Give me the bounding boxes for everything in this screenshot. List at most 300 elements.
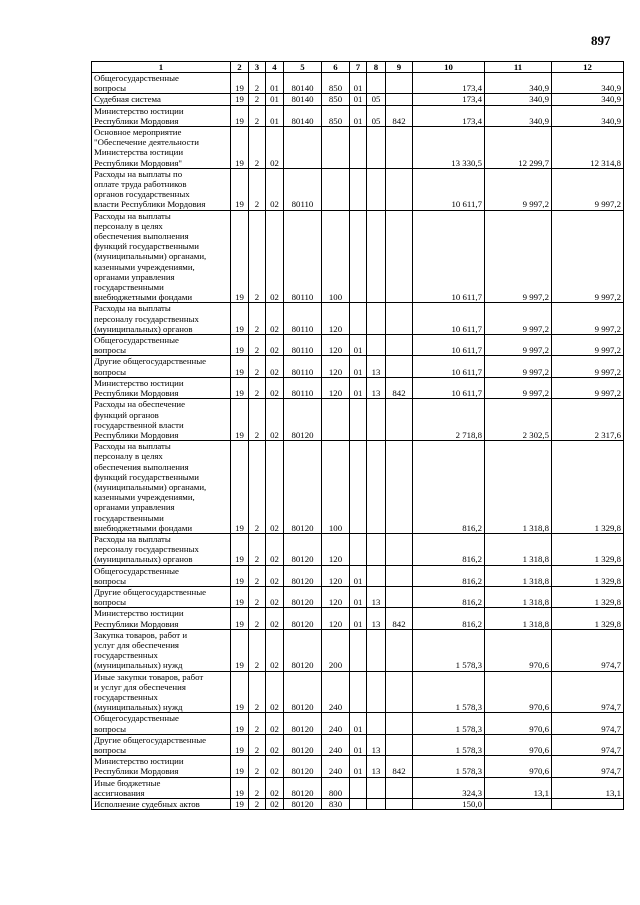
code-cell-7 <box>350 533 367 565</box>
code-cell-8 <box>367 335 386 356</box>
code-cell-9 <box>386 303 413 335</box>
table-row <box>92 303 624 335</box>
code-cell-2: 19 <box>231 441 249 534</box>
amount-cell-10: 173,4 <box>413 94 485 105</box>
table-row <box>92 565 624 586</box>
code-cell-8: 13 <box>367 586 386 607</box>
amount-cell-11: 9 997,2 <box>485 377 552 398</box>
code-cell-8 <box>367 73 386 94</box>
code-cell-9 <box>386 168 413 210</box>
code-cell-8: 13 <box>367 356 386 377</box>
amount-cell-12: 340,9 <box>552 73 624 94</box>
table-row <box>92 335 624 356</box>
amount-cell-10: 2 718,8 <box>413 399 485 441</box>
amount-cell-11: 9 997,2 <box>485 210 552 303</box>
code-cell-2: 19 <box>231 303 249 335</box>
row-name-cell: Расходы на выплаты персоналу в целях обеспечения выполнения функций государственными (муниципальными) органами, казенными учреждениями, органами управления государственными внебюджетными фондами <box>92 210 231 303</box>
code-cell-3: 2 <box>249 629 266 671</box>
amount-cell-10: 816,2 <box>413 533 485 565</box>
code-cell-5: 80110 <box>284 335 322 356</box>
amount-cell-12: 9 997,2 <box>552 377 624 398</box>
code-cell-2: 19 <box>231 356 249 377</box>
code-cell-6 <box>322 127 350 169</box>
code-cell-2: 19 <box>231 168 249 210</box>
amount-cell-12: 13,1 <box>552 777 624 798</box>
code-cell-5 <box>284 127 322 169</box>
code-cell-3: 2 <box>249 335 266 356</box>
code-cell-2: 19 <box>231 734 249 755</box>
code-cell-5: 80110 <box>284 356 322 377</box>
code-cell-8: 05 <box>367 105 386 126</box>
amount-cell-10: 13 330,5 <box>413 127 485 169</box>
code-cell-6: 850 <box>322 105 350 126</box>
amount-cell-11: 340,9 <box>485 105 552 126</box>
amount-cell-12: 340,9 <box>552 105 624 126</box>
code-cell-8 <box>367 168 386 210</box>
code-cell-3: 2 <box>249 168 266 210</box>
amount-cell-10: 10 611,7 <box>413 303 485 335</box>
amount-cell-10: 173,4 <box>413 73 485 94</box>
column-header-11: 11 <box>485 62 552 73</box>
amount-cell-11: 9 997,2 <box>485 303 552 335</box>
code-cell-6: 120 <box>322 586 350 607</box>
amount-cell-12: 9 997,2 <box>552 168 624 210</box>
code-cell-4: 02 <box>266 168 284 210</box>
code-cell-6: 120 <box>322 303 350 335</box>
code-cell-8 <box>367 777 386 798</box>
column-header-2: 2 <box>231 62 249 73</box>
code-cell-3: 2 <box>249 441 266 534</box>
code-cell-5: 80120 <box>284 399 322 441</box>
amount-cell-10: 324,3 <box>413 777 485 798</box>
code-cell-6: 120 <box>322 356 350 377</box>
code-cell-2: 19 <box>231 105 249 126</box>
table-row <box>92 377 624 398</box>
row-name-cell: Расходы на обеспечение функций органов государственной власти Республики Мордовия <box>92 399 231 441</box>
amount-cell-12: 1 329,8 <box>552 608 624 629</box>
column-header-5: 5 <box>284 62 322 73</box>
row-name-cell: Министерство юстиции Республики Мордовия <box>92 756 231 777</box>
code-cell-4: 02 <box>266 608 284 629</box>
amount-cell-11: 1 318,8 <box>485 586 552 607</box>
table-row <box>92 533 624 565</box>
amount-cell-10: 10 611,7 <box>413 335 485 356</box>
code-cell-6: 850 <box>322 94 350 105</box>
amount-cell-10: 816,2 <box>413 441 485 534</box>
code-cell-7: 01 <box>350 105 367 126</box>
code-cell-6: 100 <box>322 441 350 534</box>
code-cell-3: 2 <box>249 73 266 94</box>
code-cell-2: 19 <box>231 73 249 94</box>
code-cell-8: 13 <box>367 608 386 629</box>
code-cell-4: 02 <box>266 210 284 303</box>
code-cell-8 <box>367 629 386 671</box>
amount-cell-12: 974,7 <box>552 734 624 755</box>
table-row <box>92 713 624 734</box>
code-cell-7 <box>350 629 367 671</box>
code-cell-6 <box>322 399 350 441</box>
row-name-cell: Закупка товаров, работ и услуг для обеспечения государственных (муниципальных) нужд <box>92 629 231 671</box>
code-cell-7: 01 <box>350 94 367 105</box>
code-cell-6: 120 <box>322 565 350 586</box>
amount-cell-12: 340,9 <box>552 94 624 105</box>
amount-cell-11: 1 318,8 <box>485 533 552 565</box>
code-cell-3: 2 <box>249 756 266 777</box>
code-cell-2: 19 <box>231 565 249 586</box>
code-cell-7 <box>350 799 367 810</box>
code-cell-4: 02 <box>266 127 284 169</box>
row-name-cell: Расходы на выплаты персоналу в целях обеспечения выполнения функций государственными (муниципальными) органами, казенными учреждениями, органами управления государственными внебюджетными фондами <box>92 441 231 534</box>
code-cell-8: 13 <box>367 734 386 755</box>
row-name-cell: Общегосударственные вопросы <box>92 335 231 356</box>
code-cell-9 <box>386 629 413 671</box>
amount-cell-12: 974,7 <box>552 713 624 734</box>
budget-table <box>91 61 624 810</box>
code-cell-8 <box>367 399 386 441</box>
table-row <box>92 399 624 441</box>
code-cell-4: 02 <box>266 756 284 777</box>
code-cell-3: 2 <box>249 799 266 810</box>
column-header-3: 3 <box>249 62 266 73</box>
amount-cell-12: 974,7 <box>552 671 624 713</box>
row-name-cell: Другие общегосударственные вопросы <box>92 586 231 607</box>
row-name-cell: Основное мероприятие "Обеспечение деятельности Министерства юстиции Республики Мордовия" <box>92 127 231 169</box>
code-cell-6: 800 <box>322 777 350 798</box>
amount-cell-11: 1 318,8 <box>485 441 552 534</box>
amount-cell-12: 974,7 <box>552 756 624 777</box>
code-cell-3: 2 <box>249 127 266 169</box>
table-row <box>92 168 624 210</box>
header-row <box>92 62 624 73</box>
row-name-cell: Расходы на выплаты персоналу государственных (муниципальных) органов <box>92 303 231 335</box>
code-cell-9 <box>386 399 413 441</box>
code-cell-9: 842 <box>386 756 413 777</box>
code-cell-4: 02 <box>266 565 284 586</box>
code-cell-9 <box>386 94 413 105</box>
code-cell-5: 80120 <box>284 734 322 755</box>
code-cell-5: 80120 <box>284 586 322 607</box>
amount-cell-12: 1 329,8 <box>552 586 624 607</box>
code-cell-3: 2 <box>249 713 266 734</box>
code-cell-5: 80120 <box>284 671 322 713</box>
amount-cell-12: 2 317,6 <box>552 399 624 441</box>
table-row <box>92 608 624 629</box>
code-cell-7 <box>350 399 367 441</box>
row-name-cell: Другие общегосударственные вопросы <box>92 356 231 377</box>
code-cell-4: 02 <box>266 586 284 607</box>
amount-cell-12: 1 329,8 <box>552 441 624 534</box>
column-header-9: 9 <box>386 62 413 73</box>
code-cell-4: 02 <box>266 356 284 377</box>
amount-cell-10: 10 611,7 <box>413 356 485 377</box>
code-cell-5: 80140 <box>284 94 322 105</box>
code-cell-3: 2 <box>249 777 266 798</box>
code-cell-4: 01 <box>266 94 284 105</box>
code-cell-5: 80120 <box>284 441 322 534</box>
code-cell-2: 19 <box>231 127 249 169</box>
code-cell-2: 19 <box>231 533 249 565</box>
code-cell-9 <box>386 734 413 755</box>
code-cell-4: 02 <box>266 671 284 713</box>
table-body <box>92 73 624 810</box>
code-cell-8 <box>367 671 386 713</box>
table-row <box>92 210 624 303</box>
code-cell-4: 02 <box>266 399 284 441</box>
table-row <box>92 799 624 810</box>
code-cell-9 <box>386 335 413 356</box>
code-cell-5: 80120 <box>284 777 322 798</box>
code-cell-3: 2 <box>249 734 266 755</box>
code-cell-9 <box>386 127 413 169</box>
amount-cell-11 <box>485 799 552 810</box>
code-cell-8: 13 <box>367 756 386 777</box>
amount-cell-10: 10 611,7 <box>413 210 485 303</box>
code-cell-8 <box>367 565 386 586</box>
code-cell-2: 19 <box>231 756 249 777</box>
code-cell-9 <box>386 799 413 810</box>
code-cell-3: 2 <box>249 671 266 713</box>
code-cell-7: 01 <box>350 734 367 755</box>
code-cell-6: 850 <box>322 73 350 94</box>
code-cell-5: 80110 <box>284 168 322 210</box>
amount-cell-12: 9 997,2 <box>552 335 624 356</box>
code-cell-7: 01 <box>350 335 367 356</box>
table-row <box>92 734 624 755</box>
code-cell-2: 19 <box>231 586 249 607</box>
code-cell-7 <box>350 210 367 303</box>
amount-cell-12: 1 329,8 <box>552 565 624 586</box>
table-row <box>92 629 624 671</box>
code-cell-6: 120 <box>322 377 350 398</box>
code-cell-5: 80140 <box>284 105 322 126</box>
code-cell-4: 01 <box>266 73 284 94</box>
code-cell-9: 842 <box>386 105 413 126</box>
code-cell-3: 2 <box>249 94 266 105</box>
amount-cell-12: 9 997,2 <box>552 356 624 377</box>
code-cell-6: 120 <box>322 608 350 629</box>
code-cell-9 <box>386 356 413 377</box>
amount-cell-10: 1 578,3 <box>413 713 485 734</box>
code-cell-2: 19 <box>231 210 249 303</box>
amount-cell-10: 173,4 <box>413 105 485 126</box>
code-cell-9: 842 <box>386 608 413 629</box>
code-cell-5: 80120 <box>284 565 322 586</box>
table-row <box>92 586 624 607</box>
code-cell-6: 120 <box>322 335 350 356</box>
row-name-cell: Расходы на выплаты по оплате труда работников органов государственных власти Республики Мордовия <box>92 168 231 210</box>
table-row <box>92 671 624 713</box>
code-cell-9 <box>386 441 413 534</box>
code-cell-6: 200 <box>322 629 350 671</box>
code-cell-3: 2 <box>249 377 266 398</box>
code-cell-7 <box>350 441 367 534</box>
code-cell-3: 2 <box>249 210 266 303</box>
code-cell-6: 240 <box>322 671 350 713</box>
code-cell-9 <box>386 565 413 586</box>
table-row <box>92 94 624 105</box>
amount-cell-10: 1 578,3 <box>413 629 485 671</box>
code-cell-8 <box>367 799 386 810</box>
code-cell-2: 19 <box>231 629 249 671</box>
code-cell-4: 02 <box>266 335 284 356</box>
code-cell-6: 830 <box>322 799 350 810</box>
amount-cell-10: 10 611,7 <box>413 377 485 398</box>
code-cell-3: 2 <box>249 105 266 126</box>
code-cell-6 <box>322 168 350 210</box>
code-cell-5: 80120 <box>284 713 322 734</box>
code-cell-4: 02 <box>266 734 284 755</box>
code-cell-7: 01 <box>350 586 367 607</box>
amount-cell-12: 12 314,8 <box>552 127 624 169</box>
code-cell-7: 01 <box>350 608 367 629</box>
code-cell-7: 01 <box>350 73 367 94</box>
code-cell-7 <box>350 168 367 210</box>
code-cell-2: 19 <box>231 671 249 713</box>
amount-cell-12: 1 329,8 <box>552 533 624 565</box>
code-cell-3: 2 <box>249 303 266 335</box>
code-cell-8 <box>367 441 386 534</box>
amount-cell-10: 816,2 <box>413 608 485 629</box>
table-row <box>92 777 624 798</box>
table-row <box>92 127 624 169</box>
amount-cell-10: 10 611,7 <box>413 168 485 210</box>
row-name-cell: Общегосударственные вопросы <box>92 73 231 94</box>
code-cell-4: 02 <box>266 377 284 398</box>
code-cell-2: 19 <box>231 777 249 798</box>
amount-cell-11: 970,6 <box>485 629 552 671</box>
table-row <box>92 356 624 377</box>
column-header-7: 7 <box>350 62 367 73</box>
amount-cell-11: 340,9 <box>485 94 552 105</box>
table-row <box>92 105 624 126</box>
page-number: 897 <box>591 33 611 48</box>
code-cell-6: 120 <box>322 533 350 565</box>
code-cell-8 <box>367 210 386 303</box>
amount-cell-10: 1 578,3 <box>413 671 485 713</box>
code-cell-5: 80120 <box>284 756 322 777</box>
column-header-4: 4 <box>266 62 284 73</box>
table-header <box>92 62 624 73</box>
amount-cell-11: 1 318,8 <box>485 608 552 629</box>
code-cell-8 <box>367 127 386 169</box>
code-cell-4: 02 <box>266 533 284 565</box>
code-cell-7 <box>350 777 367 798</box>
code-cell-8: 05 <box>367 94 386 105</box>
code-cell-3: 2 <box>249 608 266 629</box>
code-cell-7: 01 <box>350 356 367 377</box>
code-cell-9 <box>386 777 413 798</box>
code-cell-2: 19 <box>231 377 249 398</box>
code-cell-9 <box>386 586 413 607</box>
code-cell-6: 240 <box>322 734 350 755</box>
code-cell-7 <box>350 127 367 169</box>
amount-cell-11: 2 302,5 <box>485 399 552 441</box>
code-cell-2: 19 <box>231 335 249 356</box>
code-cell-2: 19 <box>231 399 249 441</box>
code-cell-8: 13 <box>367 377 386 398</box>
code-cell-7 <box>350 671 367 713</box>
amount-cell-12: 974,7 <box>552 629 624 671</box>
code-cell-8 <box>367 303 386 335</box>
code-cell-4: 02 <box>266 629 284 671</box>
code-cell-9 <box>386 713 413 734</box>
table-row <box>92 756 624 777</box>
code-cell-4: 02 <box>266 777 284 798</box>
code-cell-4: 02 <box>266 713 284 734</box>
row-name-cell: Министерство юстиции Республики Мордовия <box>92 608 231 629</box>
code-cell-5: 80110 <box>284 210 322 303</box>
code-cell-5: 80120 <box>284 608 322 629</box>
row-name-cell: Другие общегосударственные вопросы <box>92 734 231 755</box>
code-cell-6: 100 <box>322 210 350 303</box>
row-name-cell: Иные бюджетные ассигнования <box>92 777 231 798</box>
code-cell-5: 80140 <box>284 73 322 94</box>
code-cell-3: 2 <box>249 533 266 565</box>
code-cell-5: 80110 <box>284 377 322 398</box>
code-cell-2: 19 <box>231 799 249 810</box>
code-cell-9 <box>386 671 413 713</box>
code-cell-4: 02 <box>266 799 284 810</box>
table-row <box>92 73 624 94</box>
code-cell-7: 01 <box>350 377 367 398</box>
code-cell-9 <box>386 210 413 303</box>
code-cell-6: 240 <box>322 713 350 734</box>
code-cell-6: 240 <box>322 756 350 777</box>
amount-cell-12: 9 997,2 <box>552 210 624 303</box>
amount-cell-12 <box>552 799 624 810</box>
code-cell-8 <box>367 533 386 565</box>
amount-cell-11: 970,6 <box>485 713 552 734</box>
code-cell-8 <box>367 713 386 734</box>
code-cell-2: 19 <box>231 608 249 629</box>
row-name-cell: Общегосударственные вопросы <box>92 713 231 734</box>
column-header-10: 10 <box>413 62 485 73</box>
code-cell-9: 842 <box>386 377 413 398</box>
code-cell-7: 01 <box>350 565 367 586</box>
code-cell-5: 80120 <box>284 799 322 810</box>
amount-cell-10: 816,2 <box>413 586 485 607</box>
row-name-cell: Иные закупки товаров, работ и услуг для обеспечения государственных (муниципальных) нужд <box>92 671 231 713</box>
code-cell-7: 01 <box>350 713 367 734</box>
row-name-cell: Общегосударственные вопросы <box>92 565 231 586</box>
amount-cell-11: 340,9 <box>485 73 552 94</box>
row-name-cell: Расходы на выплаты персоналу государственных (муниципальных) органов <box>92 533 231 565</box>
code-cell-4: 01 <box>266 105 284 126</box>
row-name-cell: Исполнение судебных актов <box>92 799 231 810</box>
code-cell-3: 2 <box>249 586 266 607</box>
row-name-cell: Министерство юстиции Республики Мордовия <box>92 105 231 126</box>
amount-cell-11: 12 299,7 <box>485 127 552 169</box>
column-header-1: 1 <box>92 62 231 73</box>
code-cell-9 <box>386 73 413 94</box>
code-cell-3: 2 <box>249 565 266 586</box>
code-cell-5: 80120 <box>284 629 322 671</box>
amount-cell-12: 9 997,2 <box>552 303 624 335</box>
amount-cell-10: 1 578,3 <box>413 734 485 755</box>
code-cell-9 <box>386 533 413 565</box>
column-header-6: 6 <box>322 62 350 73</box>
amount-cell-11: 1 318,8 <box>485 565 552 586</box>
code-cell-7 <box>350 303 367 335</box>
amount-cell-10: 1 578,3 <box>413 756 485 777</box>
code-cell-5: 80120 <box>284 533 322 565</box>
code-cell-2: 19 <box>231 713 249 734</box>
amount-cell-11: 13,1 <box>485 777 552 798</box>
amount-cell-11: 970,6 <box>485 734 552 755</box>
row-name-cell: Судебная система <box>92 94 231 105</box>
amount-cell-11: 9 997,2 <box>485 356 552 377</box>
column-header-12: 12 <box>552 62 624 73</box>
